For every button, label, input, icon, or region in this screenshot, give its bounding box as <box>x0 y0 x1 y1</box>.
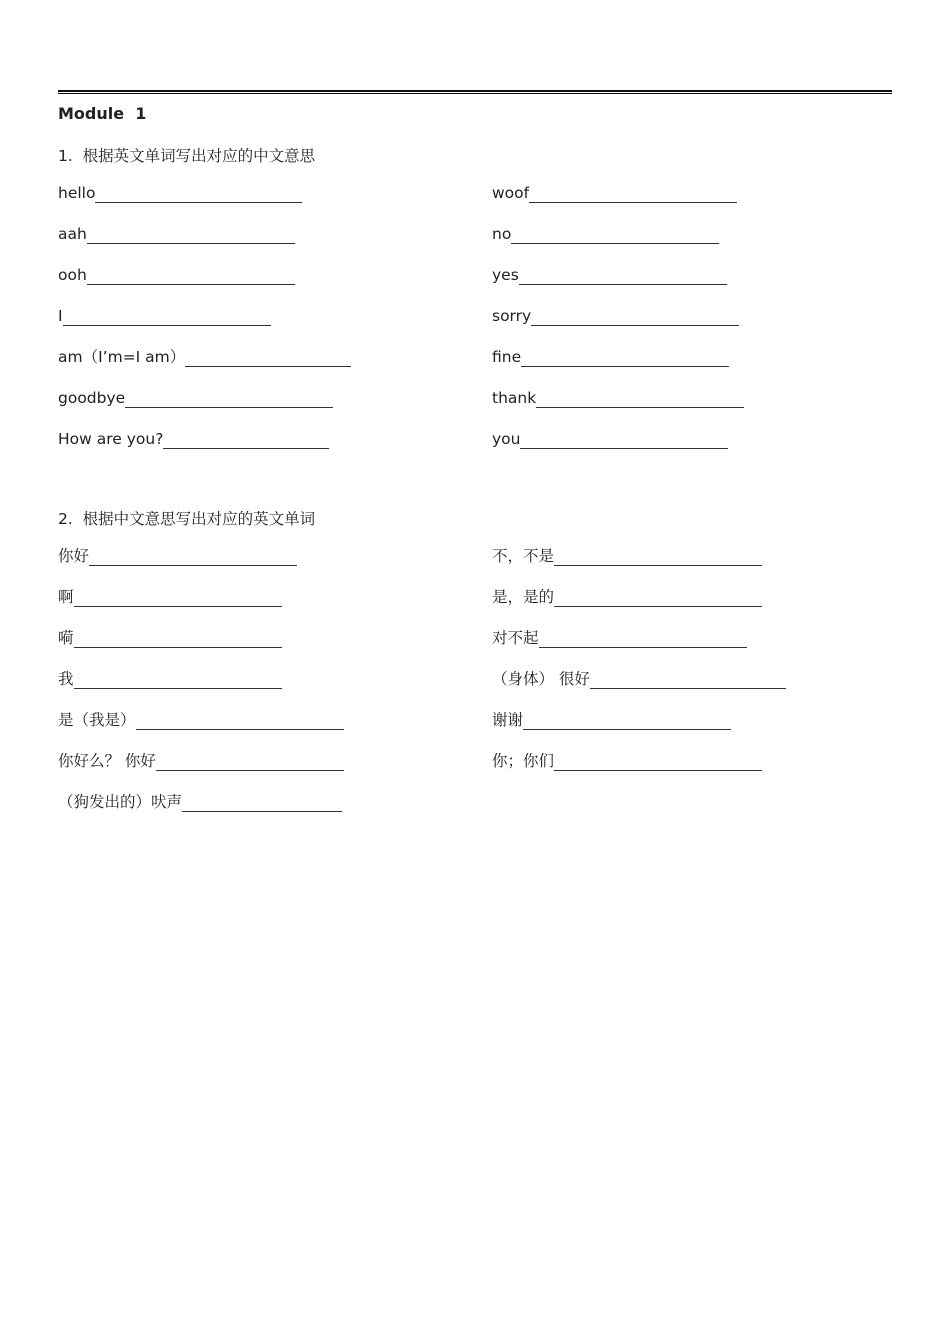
answer-blank[interactable] <box>87 227 295 244</box>
answer-blank[interactable] <box>89 549 297 566</box>
answer-blank[interactable] <box>590 672 786 689</box>
item-prompt: 谢谢 <box>492 711 524 729</box>
answer-blank[interactable] <box>125 391 333 408</box>
item-prompt: thank <box>492 389 537 407</box>
answer-blank[interactable] <box>185 350 351 367</box>
section2-left-item <box>58 751 344 771</box>
section2-left-item <box>58 587 282 607</box>
section1-left-item <box>58 388 333 408</box>
answer-blank[interactable] <box>74 590 282 607</box>
item-prompt: 你好么？ 你好 <box>58 752 156 770</box>
section1-left-item <box>58 347 351 367</box>
answer-blank[interactable] <box>521 350 729 367</box>
section1-right-item <box>492 183 737 203</box>
section2-right-item <box>492 546 762 566</box>
answer-blank[interactable] <box>511 227 719 244</box>
item-prompt: I <box>58 307 63 325</box>
section1-left-item <box>58 183 302 203</box>
header-rule-bottom <box>58 93 892 94</box>
section1-left-item <box>58 265 295 285</box>
answer-blank[interactable] <box>523 713 731 730</box>
answer-blank[interactable] <box>87 268 295 285</box>
item-prompt: sorry <box>492 307 532 325</box>
item-prompt: aah <box>58 225 87 243</box>
answer-blank[interactable] <box>531 309 739 326</box>
item-prompt: 你好 <box>58 547 90 565</box>
section1-right-item <box>492 388 744 408</box>
item-prompt: 是（我是） <box>58 711 136 729</box>
answer-blank[interactable] <box>63 309 271 326</box>
answer-blank[interactable] <box>519 268 727 285</box>
section1-right-item <box>492 224 719 244</box>
item-prompt: no <box>492 225 512 243</box>
item-prompt: 你；你们 <box>492 752 555 770</box>
item-prompt: woof <box>492 184 530 202</box>
item-prompt: 对不起 <box>492 629 539 647</box>
item-prompt: yes <box>492 266 519 284</box>
item-prompt: you <box>492 430 521 448</box>
answer-blank[interactable] <box>554 754 762 771</box>
item-prompt: ooh <box>58 266 87 284</box>
answer-blank[interactable] <box>539 631 747 648</box>
section2-left-item <box>58 792 342 812</box>
answer-blank[interactable] <box>95 186 302 203</box>
item-prompt: hello <box>58 184 96 202</box>
section1-left-item <box>58 429 329 449</box>
answer-blank[interactable] <box>554 549 762 566</box>
answer-blank[interactable] <box>74 672 282 689</box>
section2-right-item <box>492 628 747 648</box>
item-prompt: fine <box>492 348 522 366</box>
section2-left-item <box>58 546 297 566</box>
item-prompt: 是，是的 <box>492 588 555 606</box>
header-rule-top <box>58 90 892 92</box>
answer-blank[interactable] <box>554 590 762 607</box>
item-prompt: 我 <box>58 670 74 688</box>
section1-right-item <box>492 347 729 367</box>
answer-blank[interactable] <box>136 713 344 730</box>
section1-right-item <box>492 265 727 285</box>
section2-right-item <box>492 751 762 771</box>
item-prompt: 啊 <box>58 588 74 606</box>
answer-blank[interactable] <box>520 432 728 449</box>
answer-blank[interactable] <box>74 631 282 648</box>
item-prompt: 不，不是 <box>492 547 555 565</box>
item-prompt: How are you? <box>58 430 164 448</box>
item-prompt: 嗬 <box>58 629 74 647</box>
section1-right-item <box>492 306 739 326</box>
section1-left-item <box>58 306 271 326</box>
section2-right-item <box>492 710 731 730</box>
section2-left-item <box>58 669 282 689</box>
section2-left-item <box>58 628 282 648</box>
section1-left-item <box>58 224 295 244</box>
answer-blank[interactable] <box>536 391 744 408</box>
answer-blank[interactable] <box>529 186 737 203</box>
item-prompt: am（I’m=I am） <box>58 348 186 366</box>
item-prompt: （狗发出的）吠声 <box>58 793 183 811</box>
answer-blank[interactable] <box>182 795 342 812</box>
section2-right-item <box>492 669 786 689</box>
section1-right-item <box>492 429 728 449</box>
answer-blank[interactable] <box>156 754 344 771</box>
answer-blank[interactable] <box>163 432 329 449</box>
item-prompt: （身体） 很好 <box>492 670 590 688</box>
section2-heading: 2. 根据中文意思写出对应的英文单词 <box>58 510 316 528</box>
section2-left-item <box>58 710 344 730</box>
section1-heading: 1. 根据英文单词写出对应的中文意思 <box>58 147 316 165</box>
module-title: Module 1 <box>58 104 147 123</box>
section2-right-item <box>492 587 762 607</box>
item-prompt: goodbye <box>58 389 126 407</box>
